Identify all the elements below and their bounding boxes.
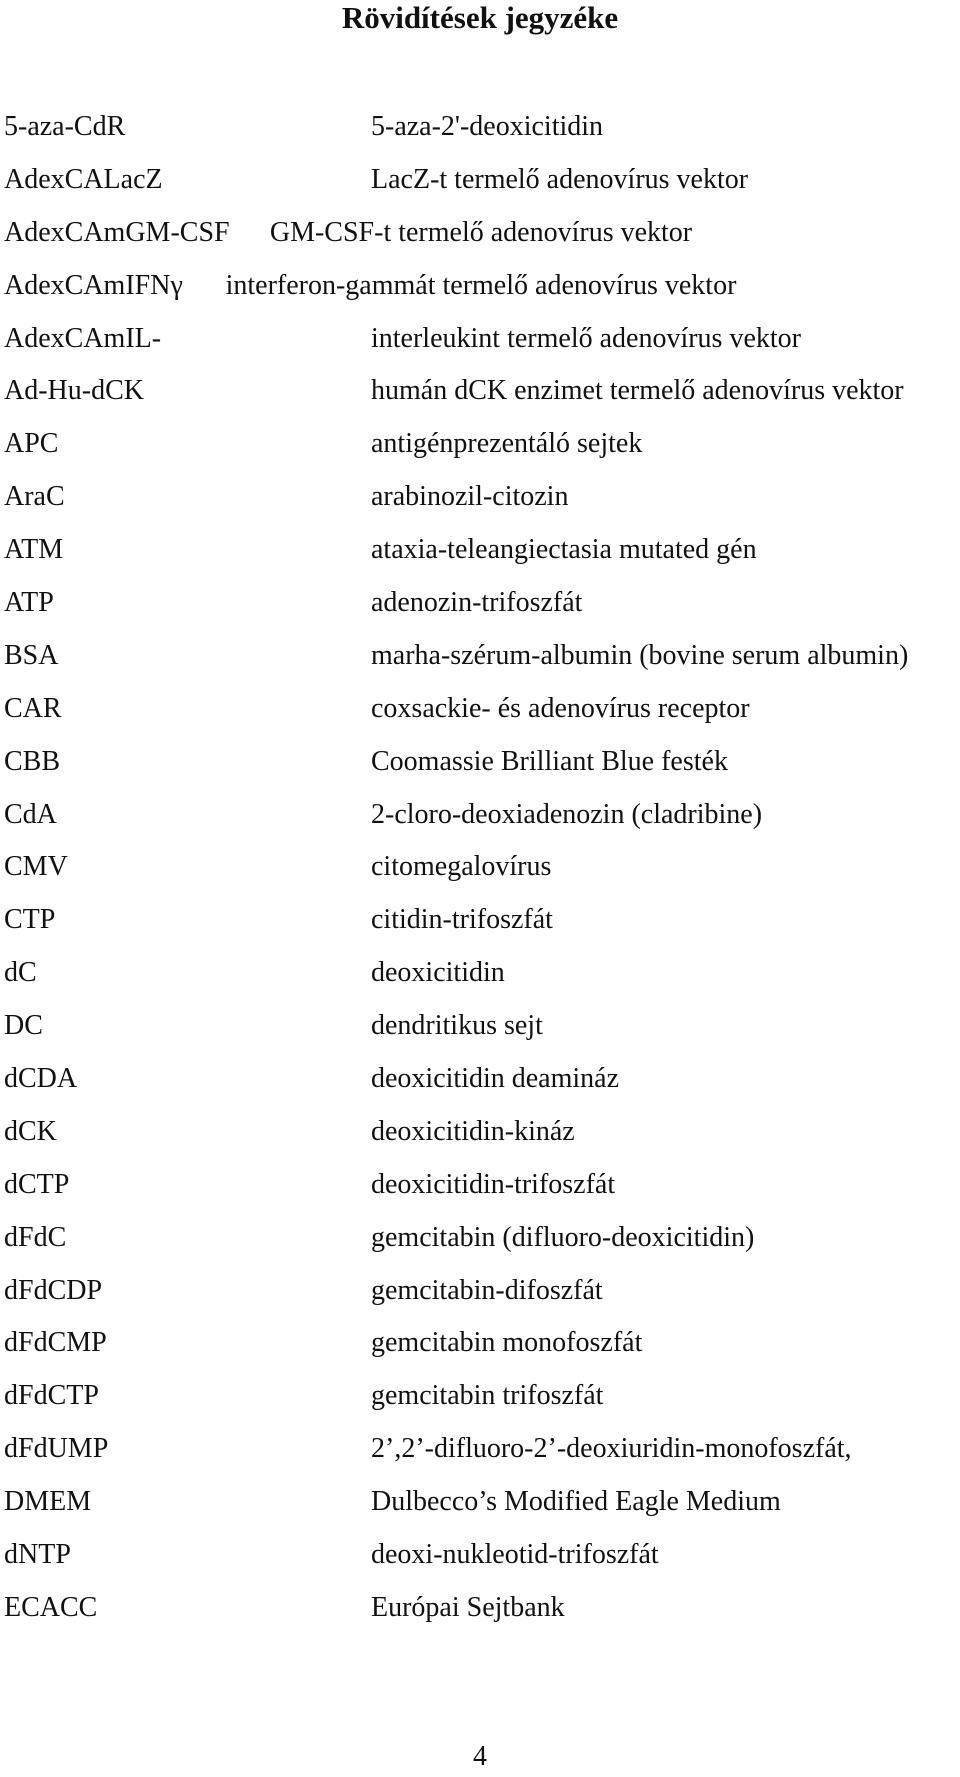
abbreviation: CdA: [4, 798, 57, 830]
abbreviation: dCTP: [4, 1168, 70, 1200]
abbreviation: dCK: [4, 1115, 57, 1147]
definition: GM-CSF-t termelő adenovírus vektor: [269, 216, 693, 248]
abbreviation-list: [4, 110, 958, 1644]
list-item: [4, 1485, 958, 1538]
definition: deoxicitidin: [371, 957, 505, 989]
definition: gemcitabin-difoszfát: [371, 1274, 603, 1306]
abbreviation: CTP: [4, 904, 56, 936]
definition: coxsackie- és adenovírus receptor: [371, 692, 750, 724]
abbreviation: DC: [4, 1010, 43, 1042]
list-item: [4, 1274, 958, 1327]
list-item: [4, 903, 958, 956]
list-item: [4, 1591, 958, 1644]
definition: Dulbecco’s Modified Eagle Medium: [371, 1486, 781, 1518]
definition: deoxi-nukleotid-trifoszfát: [371, 1539, 659, 1571]
definition: 2-cloro-deoxiadenozin (cladribine): [371, 798, 763, 830]
abbreviation: CAR: [4, 692, 62, 724]
abbreviation: dCDA: [4, 1063, 78, 1095]
list-item: [4, 427, 958, 480]
abbreviation: CMV: [4, 851, 68, 883]
definition: deoxicitidin-kináz: [371, 1115, 575, 1147]
abbreviation: DMEM: [4, 1486, 92, 1518]
abbreviation: ECACC: [4, 1591, 98, 1623]
definition: gemcitabin (difluoro-deoxicitidin): [371, 1221, 755, 1253]
page-number: 4: [473, 1741, 487, 1772]
definition: interferon-gammát termelő adenovírus vektor: [225, 269, 737, 301]
definition: gemcitabin trifoszfát: [371, 1380, 604, 1412]
abbreviation: dFdCMP: [4, 1327, 107, 1359]
definition: humán dCK enzimet termelő adenovírus vektor: [371, 375, 904, 407]
abbreviation: APC: [4, 428, 59, 460]
definition: Coomassie Brilliant Blue festék: [371, 745, 728, 777]
abbreviation: ATP: [4, 587, 54, 619]
abbreviation: dFdCDP: [4, 1274, 103, 1306]
abbreviation: AdexCALacZ: [4, 163, 163, 195]
list-item: [4, 110, 958, 163]
definition: arabinozil-citozin: [371, 481, 569, 513]
list-item: [4, 1326, 958, 1379]
definition: 2’,2’-difluoro-2’-deoxiuridin-monofoszfát,: [371, 1433, 852, 1465]
list-item: [4, 745, 958, 798]
list-item: [4, 216, 958, 269]
list-item: [4, 1379, 958, 1432]
abbreviation: dFdC: [4, 1221, 67, 1253]
list-item: [4, 850, 958, 903]
definition: LacZ-t termelő adenovírus vektor: [371, 163, 749, 195]
abbreviation: 5-aza-CdR: [4, 111, 126, 142]
list-item: [4, 1009, 958, 1062]
abbreviation: AdexCAmGM-CSF: [4, 216, 230, 248]
list-item: [4, 692, 958, 745]
definition: antigénprezentáló sejtek: [371, 428, 643, 460]
abbreviation: dNTP: [4, 1539, 71, 1571]
list-item: [4, 956, 958, 1009]
list-item: [4, 480, 958, 533]
abbreviation: AdexCAmIFNγ: [4, 269, 183, 301]
abbreviation: dFdUMP: [4, 1433, 109, 1465]
list-item: [4, 163, 958, 216]
list-item: [4, 269, 958, 322]
abbreviation: AdexCAmIL-: [4, 322, 162, 354]
definition: deoxicitidin-trifoszfát: [371, 1168, 616, 1200]
definition: dendritikus sejt: [371, 1010, 543, 1042]
definition: gemcitabin monofoszfát: [371, 1327, 643, 1359]
abbreviation: ATM: [4, 534, 64, 566]
definition: ataxia-teleangiectasia mutated gén: [371, 534, 757, 566]
list-item: [4, 374, 958, 427]
abbreviation: dFdCTP: [4, 1380, 99, 1412]
list-item: [4, 533, 958, 586]
page-title: Rövidítések jegyzéke: [341, 0, 619, 35]
list-item: [4, 639, 958, 692]
definition: marha-szérum-albumin (bovine serum albumin): [371, 639, 909, 671]
definition: interleukint termelő adenovírus vektor: [371, 322, 801, 354]
list-item: [4, 586, 958, 639]
definition: citidin-trifoszfát: [371, 904, 553, 936]
abbreviation: dC: [4, 957, 37, 989]
list-item: [4, 1432, 958, 1485]
list-item: [4, 798, 958, 851]
definition: Európai Sejtbank: [371, 1591, 565, 1623]
list-item: [4, 1062, 958, 1115]
abbreviation: Ad-Hu-dCK: [4, 375, 144, 407]
list-item: [4, 1538, 958, 1591]
definition: citomegalovírus: [371, 851, 552, 883]
definition: 5-aza-2'-deoxicitidin: [371, 111, 604, 142]
list-item: [4, 322, 958, 375]
list-item: [4, 1221, 958, 1274]
definition: deoxicitidin deamináz: [371, 1063, 620, 1095]
list-item: [4, 1168, 958, 1221]
abbreviation: BSA: [4, 639, 59, 671]
definition: adenozin-trifoszfát: [371, 587, 583, 619]
abbreviation: CBB: [4, 745, 61, 777]
list-item: [4, 1115, 958, 1168]
abbreviation: AraC: [4, 481, 65, 513]
